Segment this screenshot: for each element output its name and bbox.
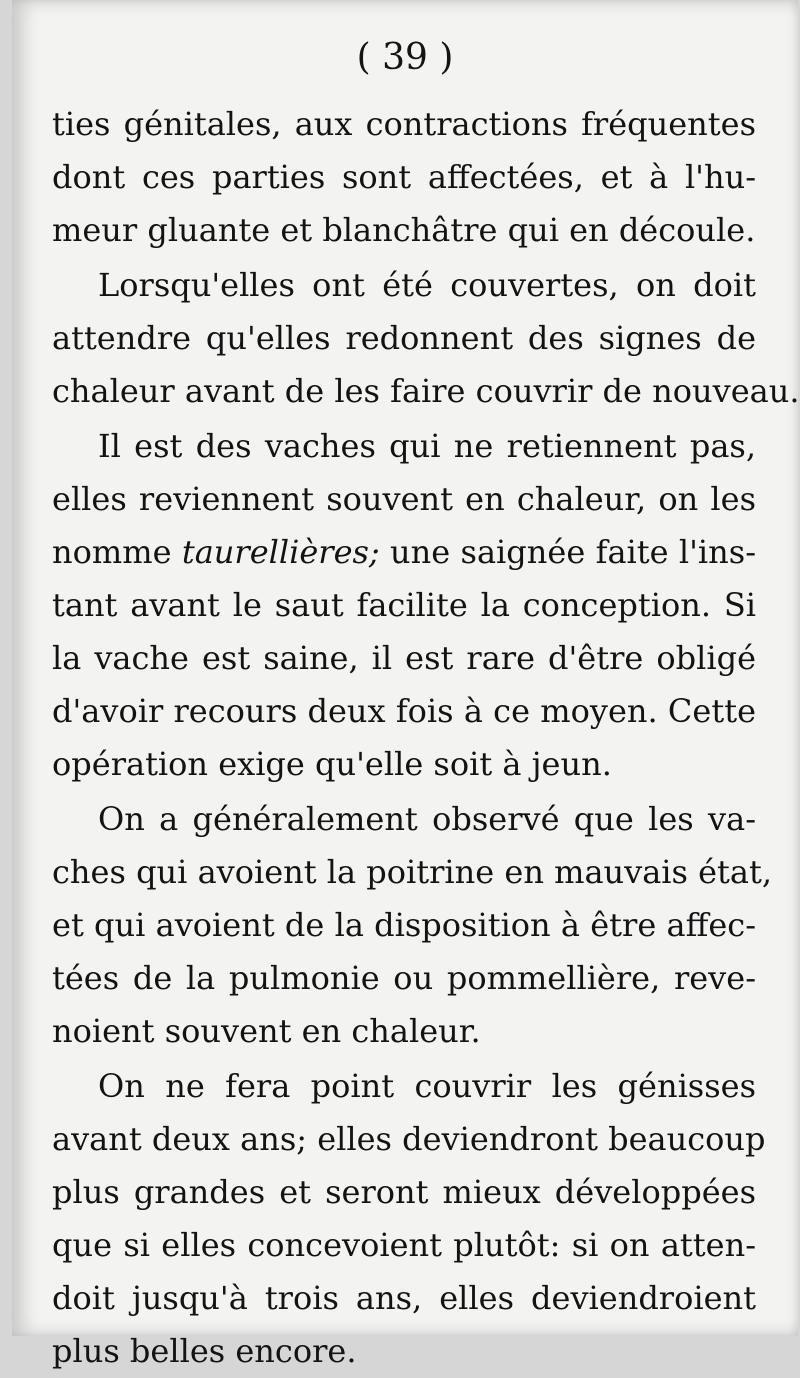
text-line: que si elles concevoient plutôt: si on atten- xyxy=(52,1226,756,1264)
text-line: noient souvent en chaleur. xyxy=(52,1012,481,1050)
text-line: tées de la pulmonie ou pommellière, reve- xyxy=(52,959,756,997)
paragraph-start-line: On ne fera point couvrir les génisses xyxy=(98,1067,756,1105)
paragraph-start-line: Lorsqu'elles ont été couvertes, on doit xyxy=(98,266,756,304)
text-line: doit jusqu'à trois ans, elles deviendroient xyxy=(52,1279,756,1317)
text-line: la vache est saine, il est rare d'être obligé xyxy=(52,639,756,677)
text-line: et qui avoient de la disposition à être affec- xyxy=(52,906,756,944)
text-line: d'avoir recours deux fois à ce moyen. Cette xyxy=(52,692,756,730)
text-line xyxy=(52,526,756,579)
text-line: plus belles encore. xyxy=(52,1332,357,1370)
paragraph-start-line: Il est des vaches qui ne retiennent pas, xyxy=(98,427,756,465)
text-line: attendre qu'elles redonnent des signes de xyxy=(52,319,756,357)
body-text xyxy=(52,98,800,1378)
text-line: chaleur avant de les faire couvrir de nouveau. xyxy=(52,372,800,410)
text-line: plus grandes et seront mieux développées xyxy=(52,1173,756,1211)
italic-term: taurellières; xyxy=(181,533,380,571)
paragraph-start-line: On a généralement observé que les va- xyxy=(98,800,756,838)
text-line: meur gluante et blanchâtre qui en découle. xyxy=(52,211,756,249)
text-line: ches qui avoient la poitrine en mauvais état, xyxy=(52,853,773,891)
text-line: dont ces parties sont affectées, et à l'hu- xyxy=(52,158,756,196)
text-line: ties génitales, aux contractions fréquentes xyxy=(52,105,756,143)
text-line: tant avant le saut facilite la conception. Si xyxy=(52,586,756,624)
text-fragment: une saignée faite l'ins- xyxy=(379,533,756,571)
text-fragment: nomme xyxy=(52,533,182,571)
book-page xyxy=(12,0,800,1370)
page-number: ( 39 ) xyxy=(356,37,454,78)
text-line: avant deux ans; elles deviendront beaucoup xyxy=(52,1120,766,1158)
text-line: elles reviennent souvent en chaleur, on les xyxy=(52,480,756,518)
text-line: opération exige qu'elle soit à jeun. xyxy=(52,745,612,783)
